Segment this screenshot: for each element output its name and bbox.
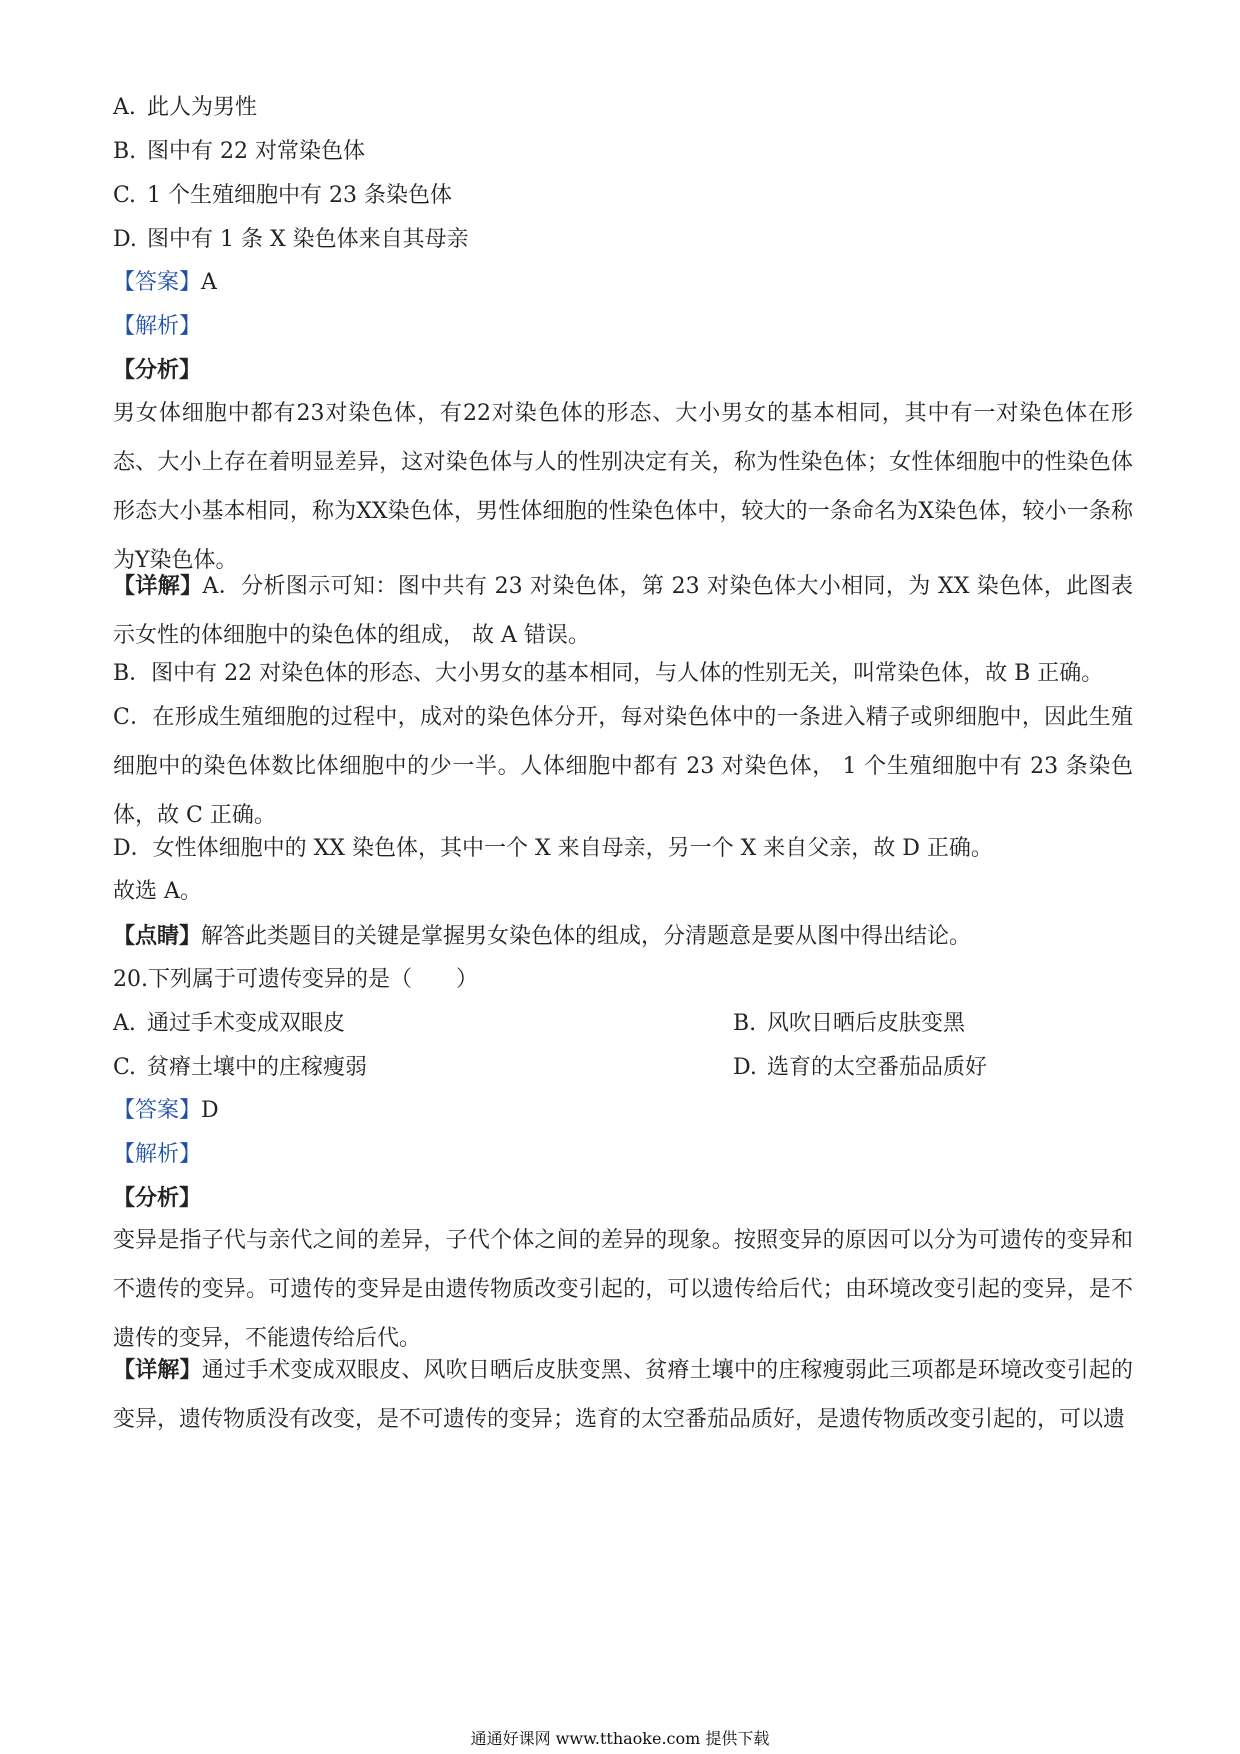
option-label: B. — [113, 139, 137, 164]
q20-analysis-tag: 【解析】 — [113, 1142, 202, 1167]
option-text: 图中有 22 对常染色体 — [147, 139, 365, 164]
option-text: 贫瘠土壤中的庄稼瘦弱 — [147, 1055, 368, 1080]
option-text: 此人为男性 — [147, 95, 258, 120]
page-footer: 通通好课网 www.tthaoke.com 提供下载 — [470, 1729, 770, 1748]
option-text: 风吹日晒后皮肤变黑 — [767, 1011, 966, 1036]
q20-option-c — [113, 1055, 367, 1080]
q20-answer — [113, 1096, 1133, 1126]
q20-option-a — [113, 1011, 345, 1036]
option-label: D. — [733, 1055, 757, 1080]
option-label: A. — [113, 95, 136, 120]
q19-detail-d: D．女性体细胞中的 XX 染色体，其中一个 X 来自母亲，另一个 X 来自父亲，故 D 正确。 — [113, 836, 993, 861]
q20-fenxi-text: 变异是指子代与亲代之间的差异，子代个体之间的差异的现象。按照变异的原因可以分为可遗传的变异和不遗传的变异。可遗传的变异是由遗传物质改变引起的，可以遗传给后代；由环境改变引起的变异，是不遗传的变异，不能遗传给后代。 — [113, 1228, 1133, 1351]
q19-analysis-tag: 【解析】 — [113, 314, 202, 339]
option-label: C. — [113, 1055, 137, 1080]
q20-stem: 20.下列属于可遗传变异的是（ ） — [113, 967, 478, 992]
option-text: 选育的太空番茄品质好 — [767, 1055, 988, 1080]
q19-fenxi-text: 男女体细胞中都有23对染色体，有22对染色体的形态、大小男女的基本相同，其中有一对染色体在形态、大小上存在着明显差异，这对染色体与人的性别决定有关，称为性染色体；女性体细胞中的性染色体形态大小基本相同，称为XX染色体，男性体细胞的性染色体中，较大的一条命名为X染色体，较小一条称为Y染色体。 — [113, 401, 1133, 573]
q19-detail-c: C．在形成生殖细胞的过程中，成对的染色体分开，每对染色体中的一条进入精子或卵细胞中，因此生殖细胞中的染色体数比体细胞中的少一半。人体细胞中都有 23 对染色体， 1 个生殖细胞中有 23 条染色体，故 C 正确。 — [113, 705, 1133, 828]
option-label: A. — [113, 1011, 136, 1036]
answer-tag: 【答案】 — [113, 1098, 202, 1123]
q19-answer — [113, 268, 1133, 298]
answer-value: A — [201, 270, 217, 295]
tip-text: 解答此类题目的关键是掌握男女染色体的组成，分清题意是要从图中得出结论。 — [201, 924, 972, 949]
q20-detail — [113, 1346, 1133, 1444]
detail-tag: 【详解】 — [113, 573, 203, 599]
option-label: B. — [733, 1011, 757, 1036]
tip-tag: 【点睛】 — [113, 923, 202, 949]
q19-option-c — [113, 181, 1133, 211]
option-text: 通过手术变成双眼皮 — [147, 1011, 346, 1036]
option-label: C. — [113, 183, 137, 208]
q19-option-a — [113, 93, 1133, 123]
q20-option-d — [733, 1053, 987, 1083]
q19-detail-b: B．图中有 22 对染色体的形态、大小男女的基本相同，与人体的性别无关，叫常染色体，故 B 正确。 — [113, 661, 1104, 686]
q19-option-b — [113, 137, 1133, 167]
detail-a-text: A．分析图示可知：图中共有 23 对染色体，第 23 对染色体大小相同，为 XX 染色体，此图表示女性的体细胞中的染色体的组成， 故 A 错误。 — [113, 574, 1133, 648]
q20-options-row-1 — [113, 1009, 1133, 1039]
q19-conclusion: 故选 A。 — [113, 879, 202, 904]
answer-value: D — [201, 1098, 219, 1123]
option-label: D. — [113, 227, 137, 252]
detail-text: 通过手术变成双眼皮、风吹日晒后皮肤变黑、贫瘠土壤中的庄稼瘦弱此三项都是环境改变引起的变异，遗传物质没有改变，是不可遗传的变异；选育的太空番茄品质好，是遗传物质改变引起的，可以遗 — [113, 1358, 1133, 1432]
option-text: 图中有 1 条 X 染色体来自其母亲 — [147, 227, 469, 252]
q20-options-row-2 — [113, 1053, 1133, 1083]
detail-tag: 【详解】 — [113, 1357, 202, 1383]
q19-fenxi-tag: 【分析】 — [113, 357, 202, 383]
q19-option-d — [113, 225, 1133, 255]
option-text: 1 个生殖细胞中有 23 条染色体 — [147, 183, 452, 208]
q19-detail-a — [113, 562, 1133, 660]
q20-option-b — [733, 1009, 965, 1039]
answer-tag: 【答案】 — [113, 270, 202, 295]
q19-tip — [113, 921, 1133, 952]
q20-fenxi-tag: 【分析】 — [113, 1185, 202, 1211]
